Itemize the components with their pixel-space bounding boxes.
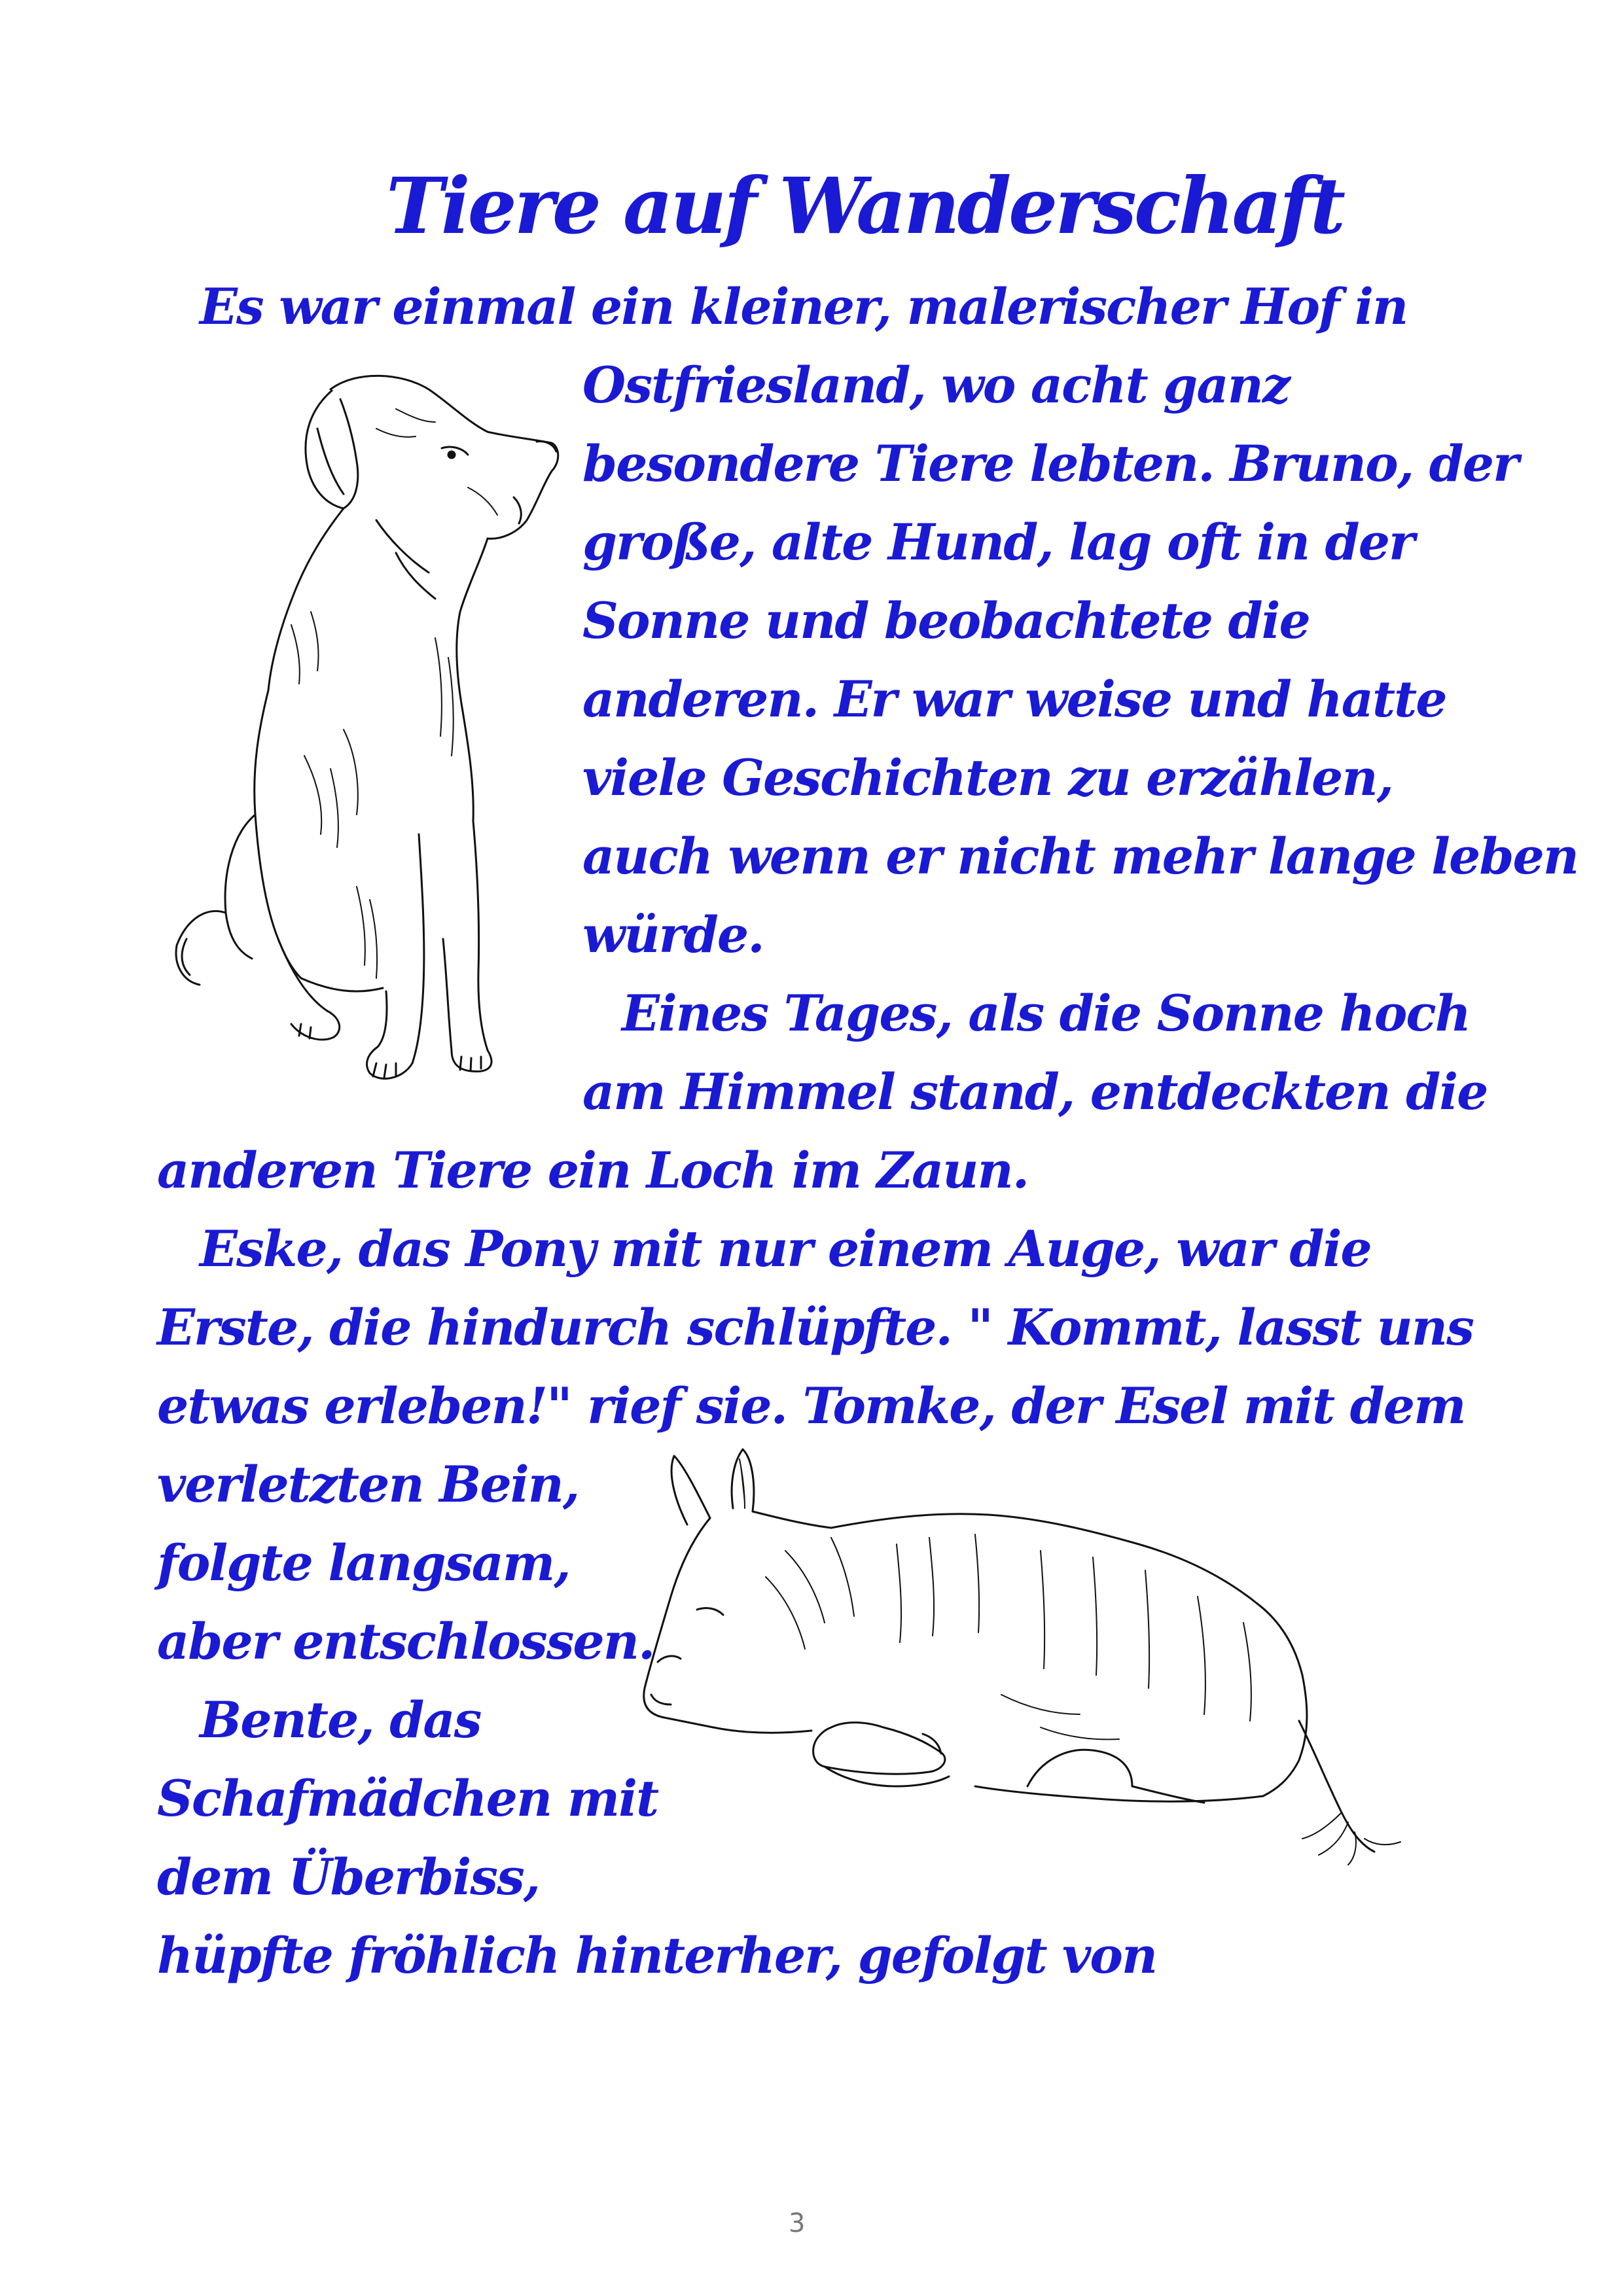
page-number: 3 bbox=[789, 2208, 806, 2238]
text-line-6: anderen. Er war weise und hatte bbox=[582, 670, 1446, 728]
dog-drawing bbox=[160, 363, 566, 1103]
text-line-12: anderen Tiere ein Loch im Zaun. bbox=[157, 1141, 1029, 1199]
text-line-11: am Himmel stand, entdeckten die bbox=[582, 1063, 1488, 1121]
text-line-21: dem Überbiss, bbox=[157, 1848, 540, 1906]
text-line-16: verletzten Bein, bbox=[157, 1455, 579, 1513]
text-line-13: Eske, das Pony mit nur einem Auge, war die bbox=[200, 1220, 1371, 1278]
text-line-15: etwas erleben!" rief sie. Tomke, der Esel mit dem bbox=[157, 1377, 1465, 1435]
text-line-1: Es war einmal ein kleiner, malerischer Hof in bbox=[200, 277, 1408, 336]
dog-illustration bbox=[160, 363, 566, 1103]
text-line-19: Bente, das bbox=[200, 1691, 481, 1749]
text-line-8: auch wenn er nicht mehr lange leben bbox=[582, 827, 1578, 885]
donkey-illustration bbox=[635, 1446, 1472, 1871]
text-line-7: viele Geschichten zu erzählen, bbox=[582, 749, 1393, 807]
donkey-drawing bbox=[635, 1446, 1472, 1871]
text-line-22: hüpfte fröhlich hinterher, gefolgt von bbox=[157, 1926, 1157, 1985]
text-line-9: würde. bbox=[582, 906, 764, 964]
page-title: Tiere auf Wanderschaft bbox=[386, 160, 1344, 251]
text-line-2: Ostfriesland, wo acht ganz bbox=[582, 356, 1289, 414]
text-line-3: besondere Tiere lebten. Bruno, der bbox=[582, 434, 1518, 493]
text-line-18: aber entschlossen. bbox=[157, 1612, 654, 1670]
text-line-4: große, alte Hund, lag oft in der bbox=[582, 513, 1414, 571]
text-line-14: Erste, die hindurch schlüpfte. " Kommt, lasst uns bbox=[157, 1298, 1473, 1356]
text-line-10: Eines Tages, als die Sonne hoch bbox=[622, 984, 1470, 1042]
text-line-5: Sonne und beobachtete die bbox=[582, 592, 1310, 650]
text-line-17: folgte langsam, bbox=[157, 1534, 570, 1592]
text-line-20: Schafmädchen mit bbox=[157, 1769, 658, 1828]
